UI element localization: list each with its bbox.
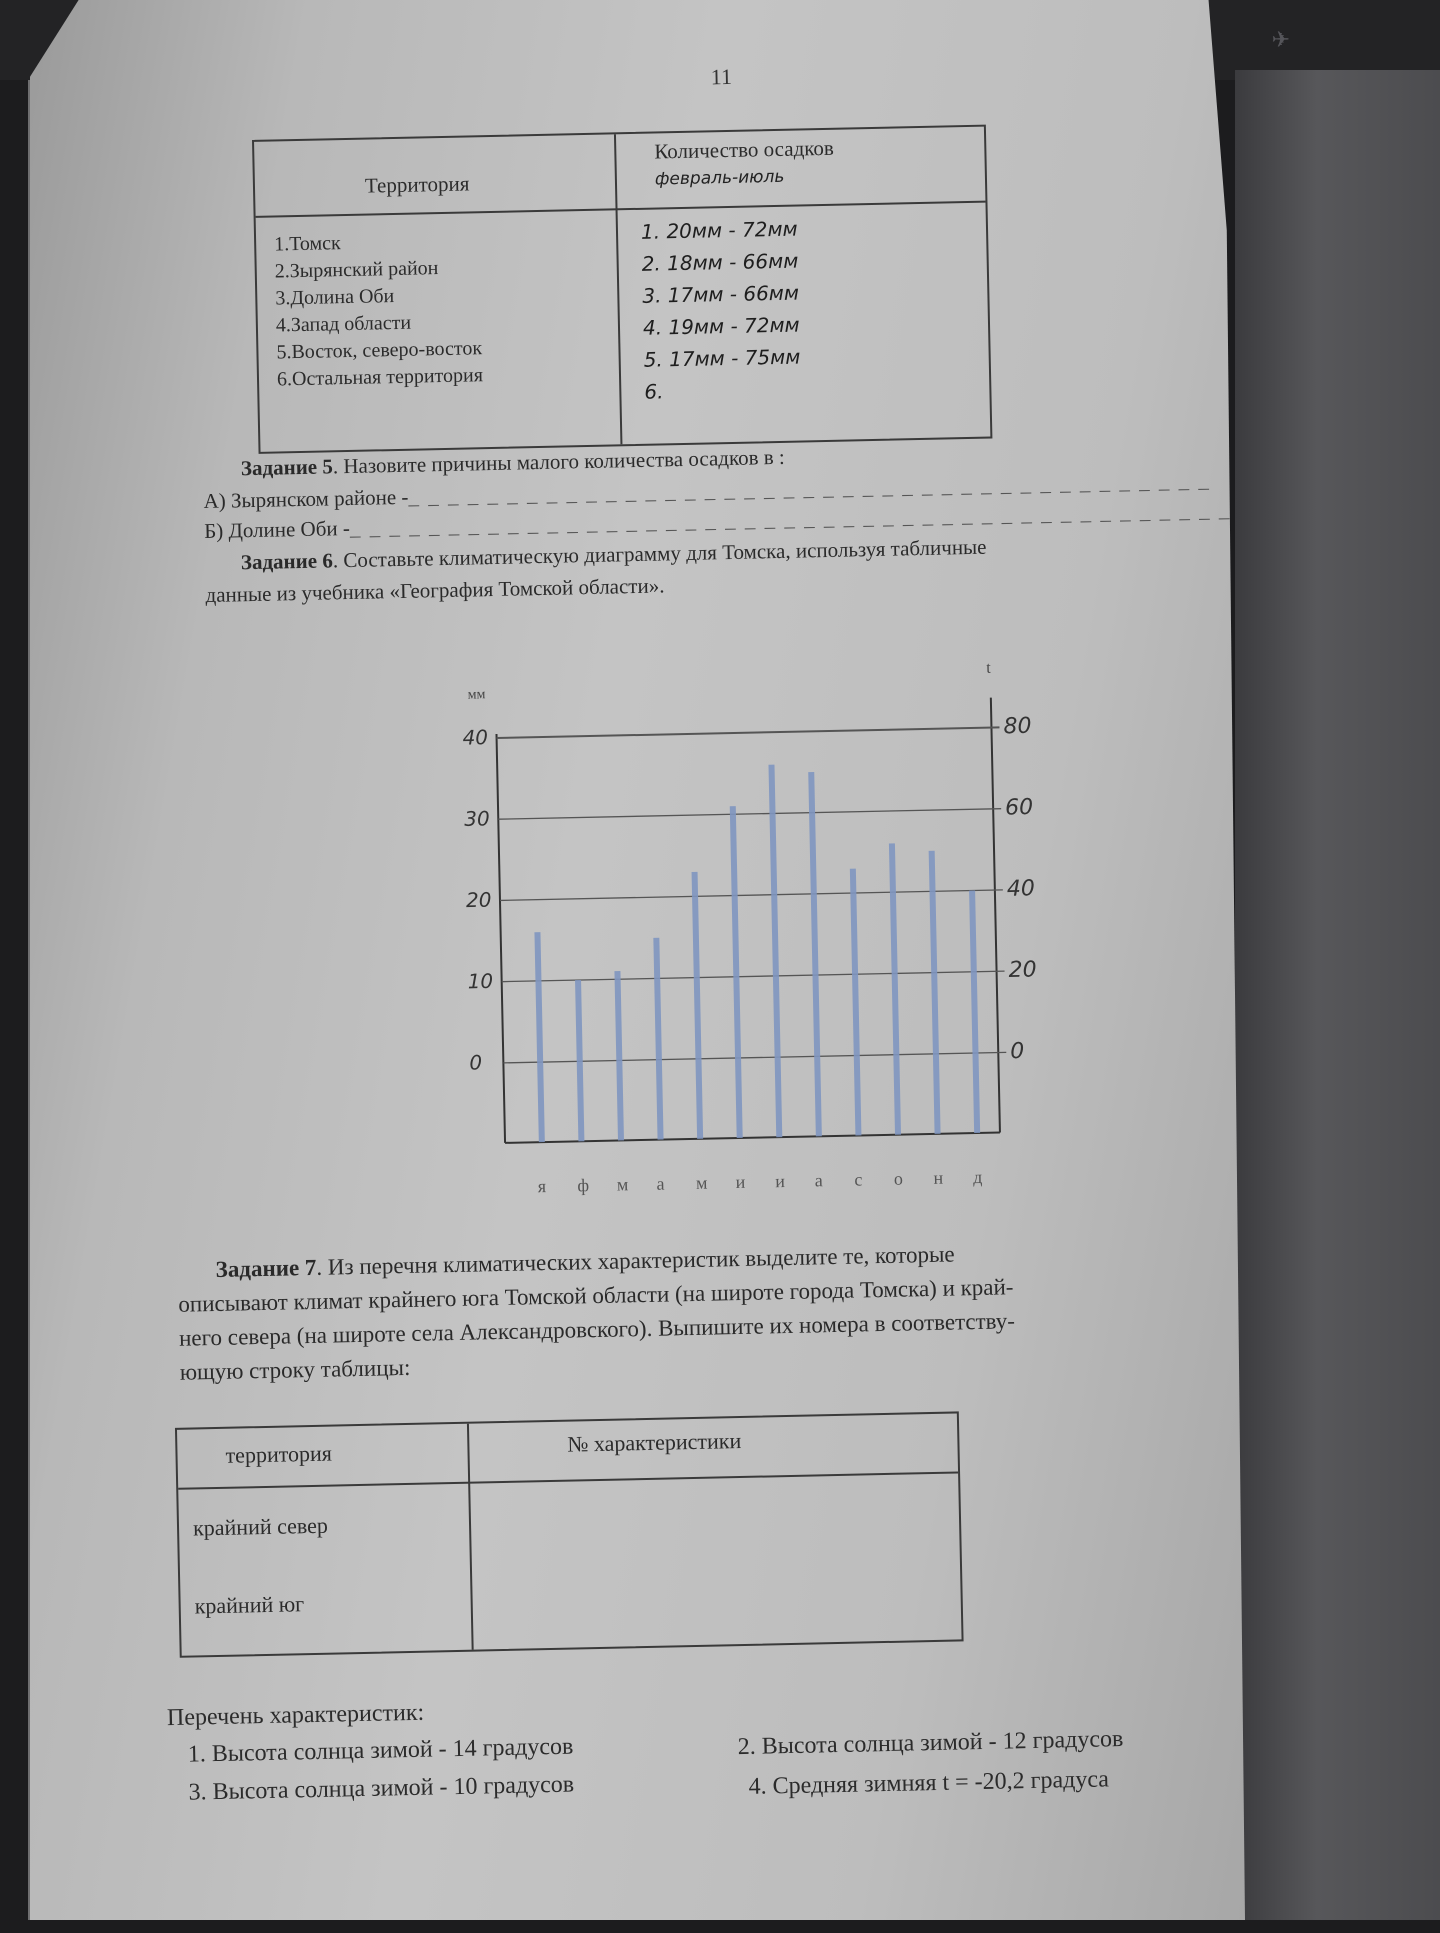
header-precipitation: Количество осадков [654,135,835,164]
x-tick-label: н [933,1167,944,1188]
right-axis-unit: t [986,659,991,677]
header-territory: Территория [364,171,470,198]
list-item: 2. Высота солнца зимой - 12 градусов [737,1726,1124,1761]
y-tick-left: 0 [469,1050,483,1075]
task-title: Задание 7 [215,1254,317,1282]
bar [889,843,901,1134]
list-item: 6.Остальная территория [276,364,484,391]
bar [808,772,822,1136]
x-tick-label: я [537,1176,547,1197]
task-title: Задание 6 [240,548,334,575]
bar [614,971,624,1140]
gridline [500,890,1003,901]
x-tick-label: и [735,1171,746,1193]
list-item: 2.Зырянский район [274,257,439,283]
task7-line4: ющую строку таблицы: [179,1354,411,1385]
y-tick-left: 40 [462,725,489,750]
precipitation-values [641,213,802,408]
list-item: 6. [644,379,664,404]
y-tick-left: 20 [465,887,492,913]
bar [730,806,743,1138]
y-tick-right: 20 [1008,957,1037,984]
x-tick-label: о [893,1168,904,1189]
list-item: 4. 19мм - 72мм [642,312,800,340]
row-north: крайний север [192,1512,329,1541]
answer-cell-north[interactable] [478,1484,949,1564]
y-tick-right: 80 [1003,713,1032,740]
answer-label: Б) Долине Оби - [203,515,351,544]
bar [692,872,704,1139]
list-item: 3. 17мм - 66мм [642,280,800,308]
task7-line3: него севера (на широте села Александровского). Выпишите их номера в соответству- [178,1308,1016,1351]
right-axis [991,698,1000,1133]
list-item: 3.Долина Оби [275,285,395,310]
list-item: 1. 20мм - 72мм [640,216,798,244]
task7-line2: описывают климат крайнего юга Томской области (на широте города Томска) и край- [178,1274,1014,1317]
list-item: 5.Восток, северо-восток [276,337,483,364]
row-south: крайний юг [194,1591,305,1619]
answer-label: А) Зырянском районе - [203,484,409,514]
y-tick-left: 30 [464,806,490,831]
bar [969,890,980,1133]
bar [850,869,862,1136]
list-item: 1.Томск [273,232,342,256]
bar [534,932,544,1142]
bar [929,851,941,1134]
gridline [498,809,1001,820]
bar [653,938,663,1140]
task-text: . Из перечня климатических характеристик выделите те, которые [316,1241,955,1280]
list-item: 1. Высота солнца зимой - 14 градусов [187,1733,574,1768]
list-item: 5. 17мм - 75мм [643,344,801,372]
page-number: 11 [710,63,733,90]
task-text: . Составьте климатическую диаграмму для Томска, используя табличные [332,534,987,573]
x-tick-label: и [775,1171,786,1192]
characteristics-title: Перечень характеристик: [166,1699,425,1732]
precipitation-table [252,125,992,454]
task-text: . Назовите причины малого количества осадков в : [332,444,786,479]
handwritten-period: февраль-июль [654,166,785,190]
x-tick-label: ф [577,1175,590,1196]
list-item: 4. Средняя зимняя t = -20,2 градуса [748,1766,1110,1800]
y-tick-right: 0 [1009,1038,1025,1065]
header-territory: территория [225,1440,333,1468]
x-tick-label: м [695,1172,708,1193]
gridline [497,727,1000,738]
answer-line[interactable]: _ _ _ _ _ _ _ _ _ _ _ _ _ _ _ _ _ _ _ _ _ _ _ _ _ _ _ _ _ _ _ _ _ _ _ _ _ _ _ _ _ [408,467,1211,509]
arrow-icon: ✈ [1271,28,1290,53]
list-item: 3. Высота солнца зимой - 10 градусов [188,1771,575,1806]
x-tick-label: м [616,1174,629,1195]
task6-line2: данные из учебника «География Томской области». [205,573,665,608]
y-tick-right: 60 [1004,794,1034,821]
table-divider [467,1424,474,1650]
x-tick-label: с [854,1169,863,1190]
x-tick-label: а [814,1170,823,1191]
chart-svg [435,642,1047,1214]
territory-list [274,227,483,393]
task-title: Задание 5 [240,454,334,481]
y-tick-left: 10 [467,968,494,994]
x-tick-label: а [656,1173,665,1194]
left-axis [496,734,505,1143]
list-item: 4.Запад области [275,311,412,337]
x-tick-label: д [972,1166,983,1188]
bar [768,765,782,1138]
answer-cell-south[interactable] [480,1559,951,1644]
climate-chart [435,642,1047,1214]
list-item: 2. 18мм - 66мм [641,248,799,276]
table-divider [256,201,986,218]
header-numbers: № характеристики [567,1428,742,1457]
task7-heading [215,1241,955,1282]
left-axis-unit: мм [467,687,486,703]
characteristics-table [175,1411,964,1657]
table-divider [614,134,622,444]
answer-line[interactable]: _ _ _ _ _ _ _ _ _ _ _ _ _ _ _ _ _ _ _ _ _ _ _ _ _ _ _ _ _ _ _ _ _ _ _ _ _ _ _ _ _ _ _ _ _ [349,497,1232,540]
y-tick-right: 40 [1006,876,1036,902]
